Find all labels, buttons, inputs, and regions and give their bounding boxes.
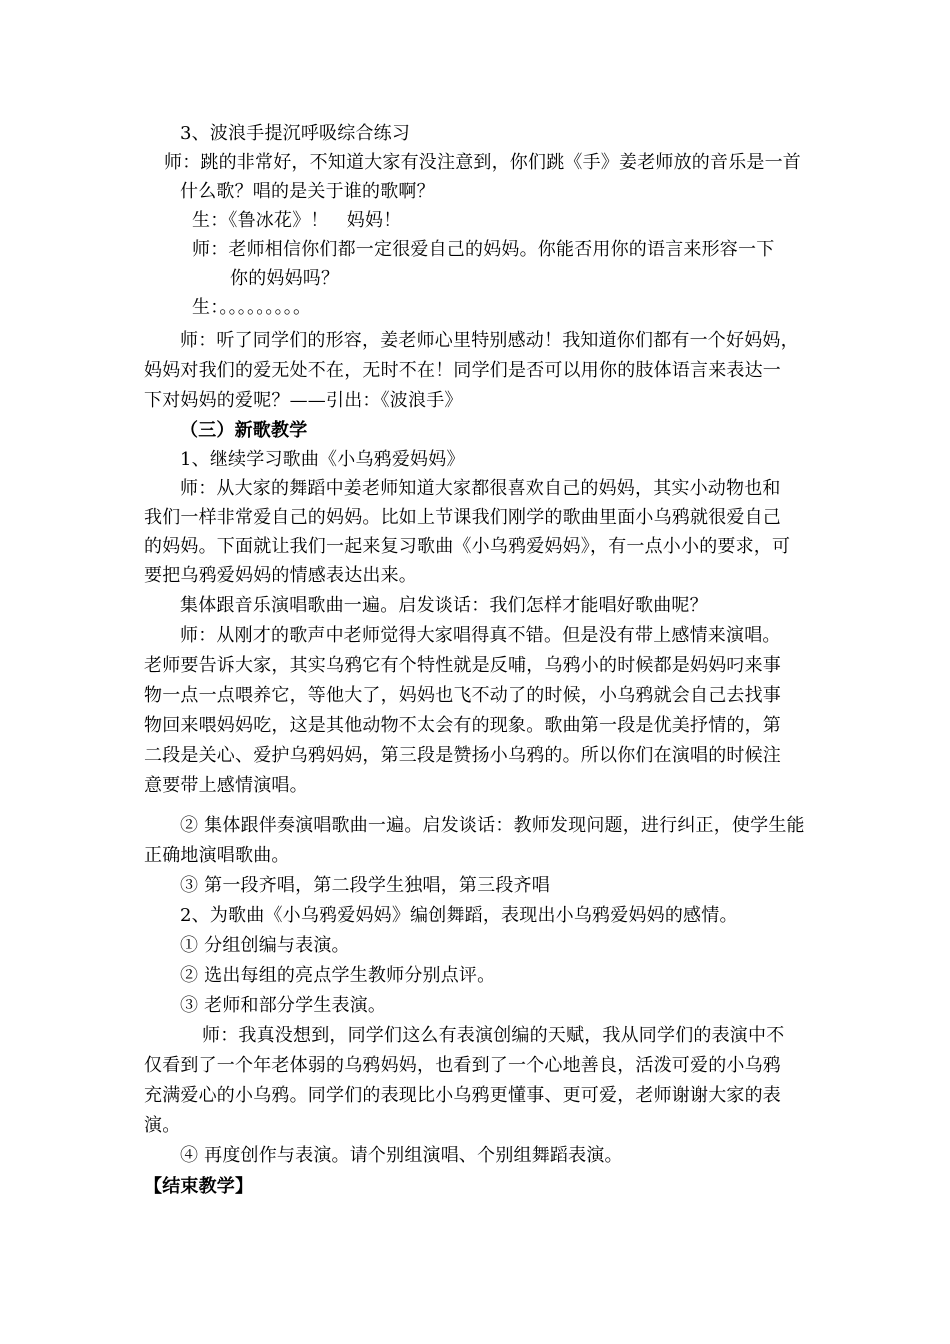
list-item: ② 集体跟伴奏演唱歌曲一遍。启发谈话：教师发现问题，进行纠正，使学生能 — [180, 815, 805, 836]
list-item: ④ 再度创作与表演。请个别组演唱、个别组舞蹈表演。 — [180, 1145, 623, 1166]
text-line: 你的妈妈吗？ — [230, 268, 340, 289]
list-item: ③ 第一段齐唱，第二段学生独唱，第三段齐唱 — [180, 875, 550, 896]
text-line: 妈妈对我们的爱无处不在，无时不在！同学们是否可以用你的肢体语言来表达一 — [144, 360, 781, 381]
list-item: ③ 老师和部分学生表演。 — [180, 995, 387, 1016]
text-line: 老师要告诉大家，其实乌鸦它有个特性就是反哺，乌鸦小的时候都是妈妈叼来事 — [144, 655, 781, 676]
list-item: ② 选出每组的亮点学生教师分别点评。 — [180, 965, 496, 986]
text-line: 什么歌？唱的是关于谁的歌啊？ — [180, 181, 435, 202]
teacher-line: 师：从刚才的歌声中老师觉得大家唱得真不错。但是没有带上感情来演唱。 — [180, 625, 781, 646]
text-line: 下对妈妈的爱呢？——引出：《波浪手》 — [144, 390, 463, 411]
section-heading-new-song: （三）新歌教学 — [180, 420, 308, 441]
text-line: 演。 — [144, 1115, 181, 1136]
text-line: 仅看到了一个年老体弱的乌鸦妈妈，也看到了一个心地善良，活泼可爱的小乌鸦 — [144, 1055, 781, 1076]
text-line: 我们一样非常爱自己的妈妈。比如上节课我们刚学的歌曲里面小乌鸦就很爱自己 — [144, 507, 781, 528]
teacher-line: 师：我真没想到，同学们这么有表演创编的天赋，我从同学们的表演中不 — [202, 1025, 785, 1046]
student-line: 生：《鲁冰花》！ 妈妈！ — [192, 210, 402, 231]
section-item-breathing-practice: 3、波浪手提沉呼吸综合练习 — [180, 123, 411, 144]
text-line: 二段是关心、爱护乌鸦妈妈，第三段是赞扬小乌鸦的。所以你们在演唱的时候注 — [144, 745, 781, 766]
teacher-line: 师：老师相信你们都一定很爱自己的妈妈。你能否用你的语言来形容一下 — [192, 239, 775, 260]
section-item-choreography: 2、为歌曲《小乌鸦爱妈妈》编创舞蹈，表现出小乌鸦爱妈妈的感情。 — [180, 905, 738, 926]
teacher-line: 师：跳的非常好，不知道大家有没注意到，你们跳《手》姜老师放的音乐是一首 — [164, 152, 801, 173]
text-line: 正确地演唱歌曲。 — [144, 845, 290, 866]
section-item-learn-song: 1、继续学习歌曲《小乌鸦爱妈妈》 — [180, 449, 465, 470]
text-line: 要把乌鸦爱妈妈的情感表达出来。 — [144, 565, 417, 586]
text-line: 的妈妈。下面就让我们一起来复习歌曲《小乌鸦爱妈妈》，有一点小小的要求，可 — [144, 536, 791, 557]
text-line: 物回来喂妈妈吃，这是其他动物不太会有的现象。歌曲第一段是优美抒情的，第 — [144, 715, 781, 736]
section-heading-closing: 【结束教学】 — [144, 1176, 254, 1197]
teacher-line: 师：听了同学们的形容，姜老师心里特别感动！我知道你们都有一个好妈妈， — [180, 330, 799, 351]
text-line: 充满爱心的小乌鸦。同学们的表现比小乌鸦更懂事、更可爱，老师谢谢大家的表 — [144, 1085, 781, 1106]
teacher-line: 师：从大家的舞蹈中姜老师知道大家都很喜欢自己的妈妈，其实小动物也和 — [180, 478, 781, 499]
text-line: 意要带上感情演唱。 — [144, 775, 308, 796]
list-item: ① 分组创编与表演。 — [180, 935, 350, 956]
text-line: 物一点一点喂养它，等他大了，妈妈也飞不动了的时候，小乌鸦就会自己去找事 — [144, 685, 781, 706]
student-line: 生：。。。。。。。。。 — [192, 297, 312, 318]
text-line: 集体跟音乐演唱歌曲一遍。启发谈话：我们怎样才能唱好歌曲呢？ — [180, 595, 708, 616]
